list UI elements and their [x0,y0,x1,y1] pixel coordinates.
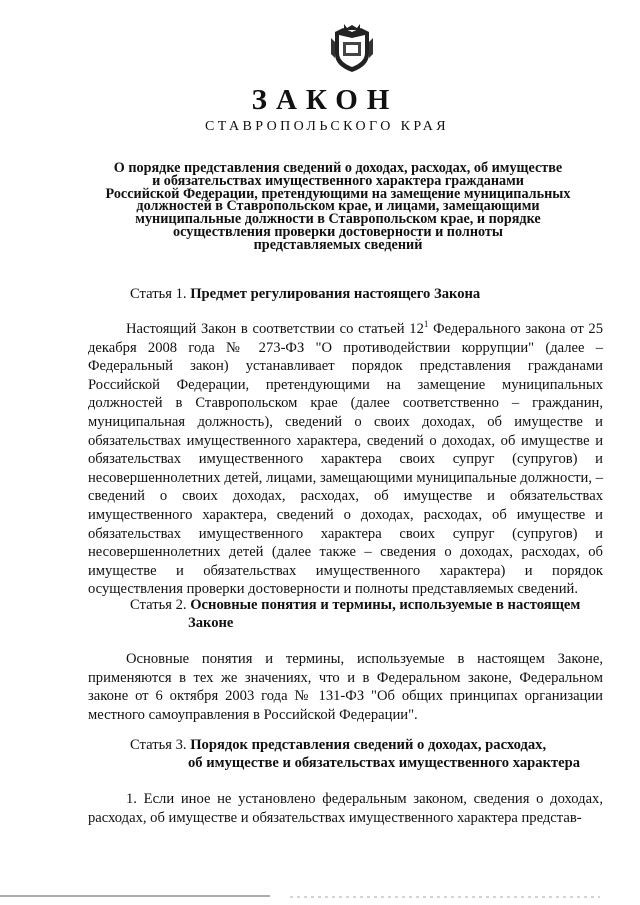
coat-of-arms-icon [329,24,375,74]
article-1-text [88,320,603,599]
footer-scan-line [0,893,640,901]
law-title: ЗАКОН [251,84,399,116]
article-name: Предмет регулирования настоящего Закона [190,286,481,302]
heading-line: Российской Федерации, претендующими на замещение муниципальных [105,185,571,202]
heading-line: должностей в Ставропольском крае, и лицами, замещающими [136,198,540,215]
heading-line: муниципальные должности в Ставропольском крае, и порядке [135,211,541,228]
heading-line: осуществления проверки достоверности и полноты [173,223,503,240]
article-3-title [130,736,600,772]
article-text-part: Федерального закона от 25 декабря 2008 года № 273-ФЗ "О противодействии коррупции" (далее – Федеральный закон) устанавливает порядок представления гражданами Российской Федерации, претендующими на замещение муниципальных должностей в Ставропольском крае (далее соответственно – гражданин, муниципальная должность), сведений о своих доходах, об имуществе и обязательствах имущественного характера, сведений о доходах, об имуществе и обязательствах имущественного характера своих супруг (супругов) и несовершеннолетних детей, лицами, замещающими муниципальные должности, – сведений о своих доходах, расходах, об имуществе и обязательствах имущественного характера, сведений о доходах, расходах, об имуществе и обязательствах имущественного характера своих супруг (супругов) и несовершеннолетних детей (далее также – сведения о доходах, расходах, об имуществе и обязательствах имущественного характера) и порядок осуществления проверки достоверности и полноты представляемых сведений. [88,321,603,598]
article-name: Порядок представления сведений о доходах, расходах, [190,737,547,753]
article-name-continued: об имуществе и обязательствах имущественного характера [188,755,581,771]
article-2-title [130,596,600,632]
article-3-text: 1. Если иное не установлено федеральным законом, сведения о доходах, расходах, об имуществе и обязательствах имущественного характера представ- [88,791,603,826]
heading-line: О порядке представления сведений о доходах, расходах, об имуществе [113,160,563,176]
article-number: Статья 1. [130,286,187,302]
heading-line: представляемых сведений [253,236,423,253]
article-text-part: Настоящий Закон в соответствии со статьей 12 [126,321,424,337]
article-number: Статья 2. [130,597,187,613]
article-2-text: Основные понятия и термины, используемые в настоящем Законе, применяются в тех же значениях, что и в Федеральном законе, Федеральном законе от 6 октября 2003 года № 131-ФЗ "Об общих принципах организации местного самоуправления в Российской Федерации". [88,651,603,723]
law-subtitle: СТАВРОПОЛЬСКОГО КРАЯ [205,119,449,134]
article-1-title [130,285,600,303]
article-number: Статья 3. [130,737,187,753]
article-name-continued: Законе [188,615,234,631]
heading-line: и обязательствах имущественного характера гражданами [152,172,524,189]
article-name: Основные понятия и термины, используемые в настоящем [190,597,581,613]
superscript: 1 [423,319,429,330]
document-heading [96,162,580,252]
